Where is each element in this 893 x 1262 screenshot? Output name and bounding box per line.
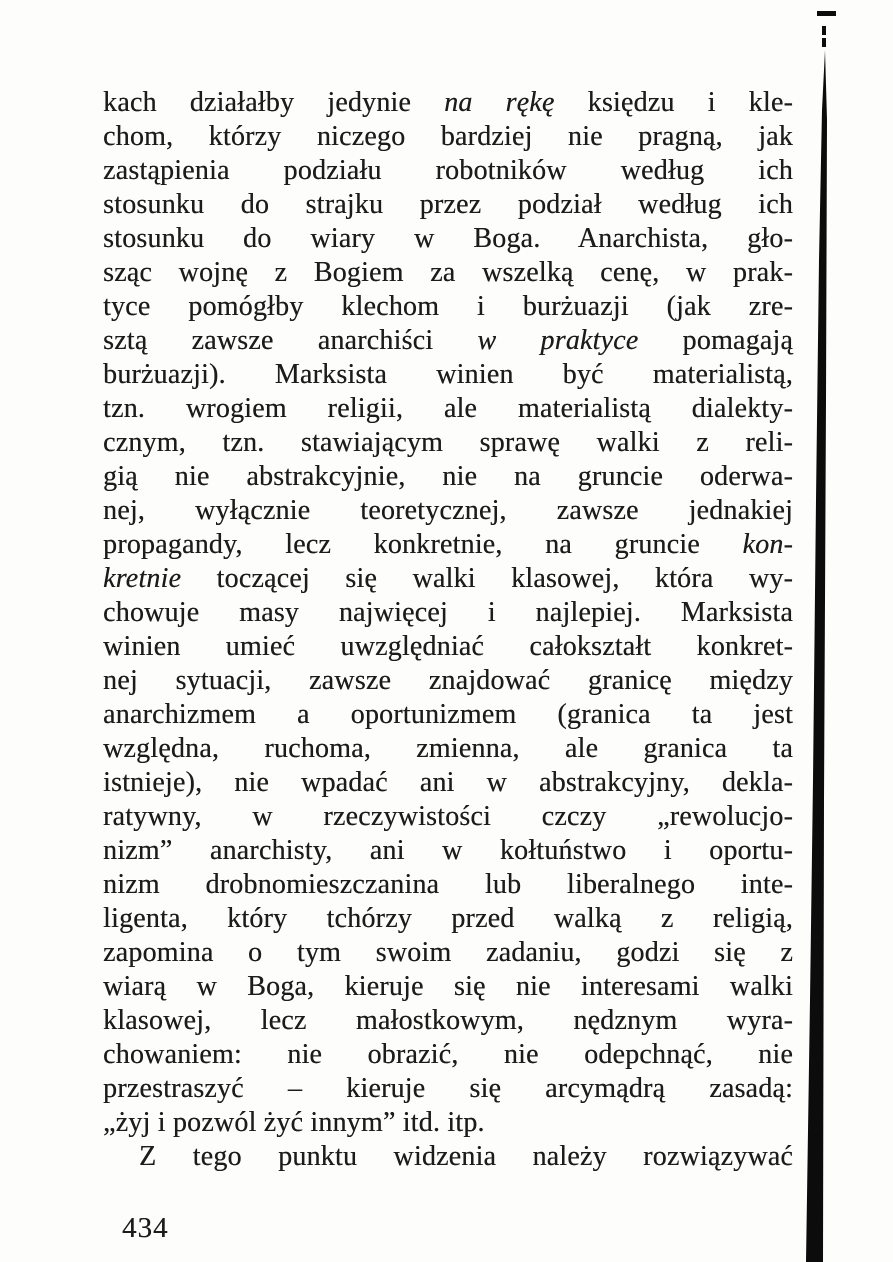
- text-segment: chom, którzy niczego bardziej nie pragną, jak: [103, 121, 793, 152]
- text-line: [103, 324, 793, 358]
- text-segment: anarchizmem a oportunizmem (granica ta jest: [103, 699, 793, 730]
- text-segment: „żyj i pozwól żyć innym” itd. itp.: [103, 1107, 485, 1138]
- text-line: [103, 1072, 793, 1106]
- text-segment: stosunku do strajku przez podział według ich: [103, 189, 793, 220]
- text-segment: Z tego punktu widzenia należy rozwiązywać: [139, 1141, 793, 1172]
- italic-phrase: kretnie: [103, 563, 182, 594]
- text-segment: nej sytuacji, zawsze znajdować granicę między: [103, 665, 793, 696]
- text-segment: zapomina o tym swoim zadaniu, godzi się z: [103, 937, 793, 968]
- text-line: [103, 222, 793, 256]
- text-segment: wiarą w Boga, kieruje się nie interesami walki: [103, 971, 793, 1002]
- text-segment: sząc wojnę z Bogiem za wszelką cenę, w prak-: [103, 257, 793, 288]
- text-segment: sztą zawsze anarchiści: [103, 325, 478, 356]
- text-line: [103, 1106, 793, 1140]
- text-line: [103, 902, 793, 936]
- text-segment: kach działałby jedynie: [103, 87, 445, 118]
- text-line: [103, 834, 793, 868]
- text-segment: cznym, tzn. stawiającym sprawę walki z reli-: [103, 427, 793, 458]
- text-line: [103, 1140, 793, 1174]
- text-segment: winien umieć uwzględniać całokształt konkret-: [103, 631, 793, 662]
- text-line: [103, 426, 793, 460]
- text-line: [103, 256, 793, 290]
- text-segment: ratywny, w rzeczywistości czczy „rewolucjo-: [103, 801, 793, 832]
- text-segment: względna, ruchoma, zmienna, ale granica ta: [103, 733, 793, 764]
- text-segment: chowaniem: nie obrazić, nie odepchnąć, nie: [103, 1039, 793, 1070]
- italic-phrase: w praktyce: [477, 325, 639, 356]
- text-segment: gią nie abstrakcyjnie, nie na gruncie oderwa-: [103, 461, 793, 492]
- text-segment: tzn. wrogiem religii, ale materialistą dialekty-: [103, 393, 793, 424]
- text-line: [103, 664, 793, 698]
- text-line: [103, 1038, 793, 1072]
- italic-phrase: kon-: [742, 529, 793, 560]
- text-line: [103, 494, 793, 528]
- text-segment: chowuje masy najwięcej i najlepiej. Marksista: [103, 597, 793, 628]
- text-segment: toczącej się walki klasowej, która wy-: [181, 563, 793, 594]
- text-block: [103, 86, 793, 1174]
- text-line: [103, 868, 793, 902]
- text-line: [103, 358, 793, 392]
- text-segment: ligenta, który tchórzy przed walką z religią,: [103, 903, 793, 934]
- text-line: [103, 562, 793, 596]
- text-line: [103, 86, 793, 120]
- text-segment: tyce pomógłby klechom i burżuazji (jak zre-: [103, 291, 793, 322]
- text-line: [103, 392, 793, 426]
- text-segment: propagandy, lecz konkretnie, na gruncie: [103, 529, 743, 560]
- text-line: [103, 596, 793, 630]
- text-segment: zastąpienia podziału robotników według ich: [103, 155, 793, 186]
- text-segment: klasowej, lecz małostkowym, nędznym wyra-: [103, 1005, 793, 1036]
- binding-shadow-marks: [806, 11, 836, 1262]
- text-segment: nej, wyłącznie teoretycznej, zawsze jednakiej: [103, 495, 793, 526]
- text-segment: przestraszyć – kieruje się arcymądrą zasadą:: [103, 1073, 793, 1104]
- text-line: [103, 936, 793, 970]
- text-line: [103, 1004, 793, 1038]
- text-line: [103, 800, 793, 834]
- scan-edge-line: [806, 50, 827, 1262]
- scan-top-dash: [817, 11, 836, 16]
- text-line: [103, 528, 793, 562]
- text-line: [103, 732, 793, 766]
- text-line: [103, 698, 793, 732]
- text-line: [103, 630, 793, 664]
- text-segment: stosunku do wiary w Boga. Anarchista, gło-: [103, 223, 793, 254]
- text-segment: pomagają: [638, 325, 793, 356]
- text-line: [103, 460, 793, 494]
- text-line: [103, 188, 793, 222]
- scan-dot-2: [822, 38, 826, 47]
- text-segment: istnieje), nie wpadać ani w abstrakcyjny, dekla-: [103, 767, 793, 798]
- text-segment: burżuazji). Marksista winien być materialistą,: [103, 359, 793, 390]
- page-number: 434: [122, 1212, 169, 1244]
- italic-phrase: na rękę: [444, 87, 555, 118]
- text-segment: nizm drobnomieszczanina lub liberalnego inte-: [103, 869, 793, 900]
- text-line: [103, 766, 793, 800]
- text-line: [103, 120, 793, 154]
- text-line: [103, 290, 793, 324]
- scan-dot-1: [822, 26, 826, 35]
- text-line: [103, 154, 793, 188]
- text-line: [103, 970, 793, 1004]
- text-segment: księdzu i kle-: [554, 87, 793, 118]
- text-segment: nizm” anarchisty, ani w kołtuństwo i oportu-: [103, 835, 793, 866]
